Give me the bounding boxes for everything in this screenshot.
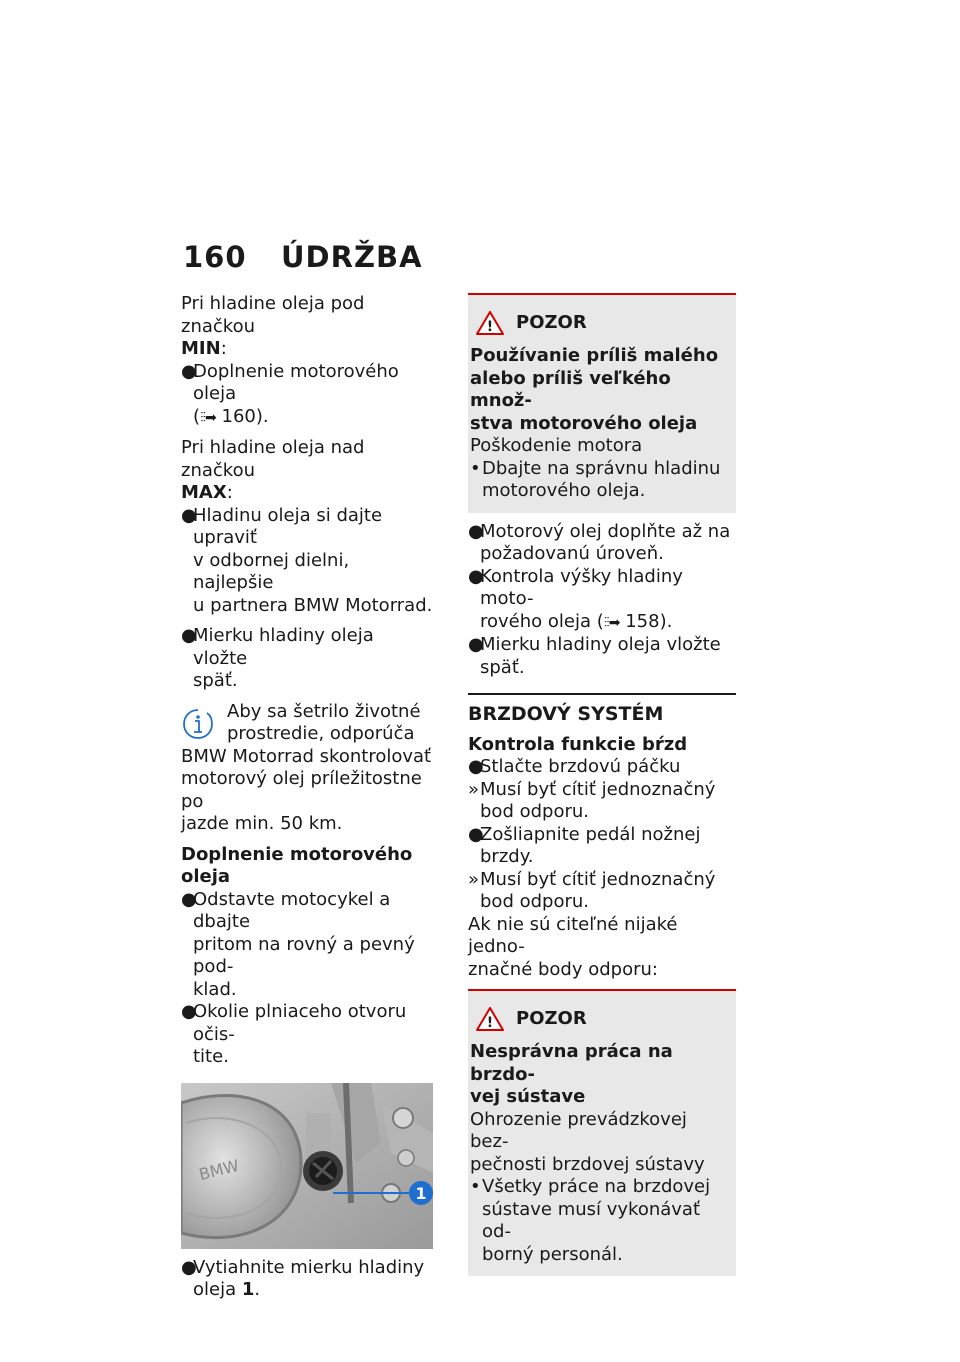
mark-max: MAX bbox=[181, 482, 227, 503]
list-item: ● Odstavte motocykel a dbajte pritom na rovný a pevný pod- klad. bbox=[181, 888, 415, 1000]
list-item: ● Mierku hladiny oleja vložte späť. bbox=[468, 634, 721, 678]
list-item: ● Doplnenie motorového oleja (⫶⫶➡ 160). bbox=[181, 360, 399, 427]
list-item: ● Stlačte brzdovú páčku bbox=[468, 756, 681, 777]
page-ref-arrow-icon: ⫶⫶➡ bbox=[200, 409, 216, 426]
result-item: » Musí byť cítiť jednoznačný bod odporu. bbox=[468, 868, 716, 912]
bullet-icon: ● bbox=[181, 504, 197, 526]
bullet-icon: ● bbox=[181, 888, 197, 910]
warning-box bbox=[468, 989, 736, 1276]
bullet-icon: ● bbox=[181, 1001, 197, 1022]
mark-min: MIN bbox=[181, 338, 221, 359]
bullet-icon: ● bbox=[468, 823, 484, 845]
list-item: ● Zošliapnite pedál nožnej brzdy. bbox=[468, 823, 701, 867]
engine-illustration bbox=[181, 1083, 433, 1249]
warning-triangle-icon bbox=[476, 311, 504, 335]
engine-oil-dipstick-photo bbox=[181, 1083, 433, 1249]
page-ref-arrow-icon: ⫶⫶➡ bbox=[603, 614, 620, 631]
right-column bbox=[468, 293, 736, 1284]
list-item: ● Vytiahnite mierku hladiny oleja 1. bbox=[181, 1256, 425, 1300]
bullet-icon: ● bbox=[181, 1256, 197, 1278]
section-heading: BRZDOVÝ SYSTÉM bbox=[468, 693, 736, 726]
subheading: Doplnenie motorového oleja bbox=[181, 843, 413, 887]
page-number: 160 bbox=[183, 240, 247, 274]
warning-heading: Používanie príliš malého alebo príliš veľkého množ- stva motorového oleja bbox=[470, 345, 719, 434]
svg-text:!: ! bbox=[486, 319, 494, 335]
list-item: ● Mierku hladiny oleja vložte späť. bbox=[181, 625, 374, 691]
list-item: ● Hladinu oleja si dajte upraviť v odbornej dielni, najlepšie u partnera BMW Motorrad. bbox=[181, 504, 433, 616]
list-item: • Dbajte na správnu hladinu motorového oleja. bbox=[470, 457, 721, 501]
result-arrow-icon: » bbox=[468, 868, 480, 890]
page-ref-link[interactable]: 158 bbox=[625, 610, 660, 632]
warning-title: POZOR bbox=[516, 1007, 587, 1029]
paragraph-min: Pri hladine oleja pod značkou MIN: bbox=[181, 293, 365, 359]
callout-number: 1 bbox=[415, 1183, 427, 1203]
brand-emboss: BMW bbox=[196, 1155, 241, 1184]
warning-heading: Nesprávna práca na brzdo- vej sústave bbox=[470, 1041, 673, 1107]
list-item: ● Motorový olej doplňte až na požadovanú úroveň. bbox=[468, 520, 731, 564]
info-note: Aby sa šetrilo životné prostredie, odporúča BMW Motorrad skontrolovať motorový olej príležitostne po jazde min. 50 km. bbox=[181, 700, 432, 834]
result-arrow-icon: » bbox=[468, 778, 480, 800]
bullet-icon: ● bbox=[468, 565, 484, 587]
warning-consequence: Poškodenie motora bbox=[470, 435, 643, 456]
list-item: ● Kontrola výšky hladiny moto- rového oleja (⫶⫶➡ 158). bbox=[468, 565, 683, 632]
warning-box bbox=[468, 293, 736, 513]
page-ref-link[interactable]: 160 bbox=[221, 405, 256, 427]
list-item: ● Okolie plniaceho otvoru očis- tite. bbox=[181, 1001, 407, 1067]
svg-text:!: ! bbox=[486, 1015, 494, 1031]
paragraph-max: Pri hladine oleja nad značkou MAX: bbox=[181, 437, 365, 503]
result-item: » Musí byť cítiť jednoznačný bod odporu. bbox=[468, 778, 716, 822]
warning-consequence: Ohrozenie prevádzkovej bez- pečnosti brzdovej sústavy bbox=[470, 1108, 705, 1175]
bullet-icon: ● bbox=[181, 360, 197, 382]
list-item: • Všetky práce na brzdovej sústave musí vykonávať od- borný personál. bbox=[470, 1176, 711, 1265]
chapter-title: ÚDRŽBA bbox=[281, 240, 423, 274]
page-header bbox=[183, 240, 423, 274]
paragraph: Ak nie sú citeľné nijaké jedno- značné body odporu: bbox=[468, 913, 678, 980]
bullet-icon: • bbox=[470, 457, 481, 479]
subheading: Kontrola funkcie bŕzd bbox=[468, 733, 688, 755]
warning-triangle-icon bbox=[476, 1007, 504, 1031]
bullet-icon: • bbox=[470, 1176, 481, 1197]
info-icon bbox=[181, 707, 215, 741]
warning-title: POZOR bbox=[516, 311, 587, 333]
bullet-icon: ● bbox=[468, 520, 484, 542]
bullet-icon: ● bbox=[468, 634, 484, 655]
left-column bbox=[181, 293, 433, 1302]
bullet-icon: ● bbox=[181, 625, 197, 646]
bullet-icon: ● bbox=[468, 756, 484, 777]
